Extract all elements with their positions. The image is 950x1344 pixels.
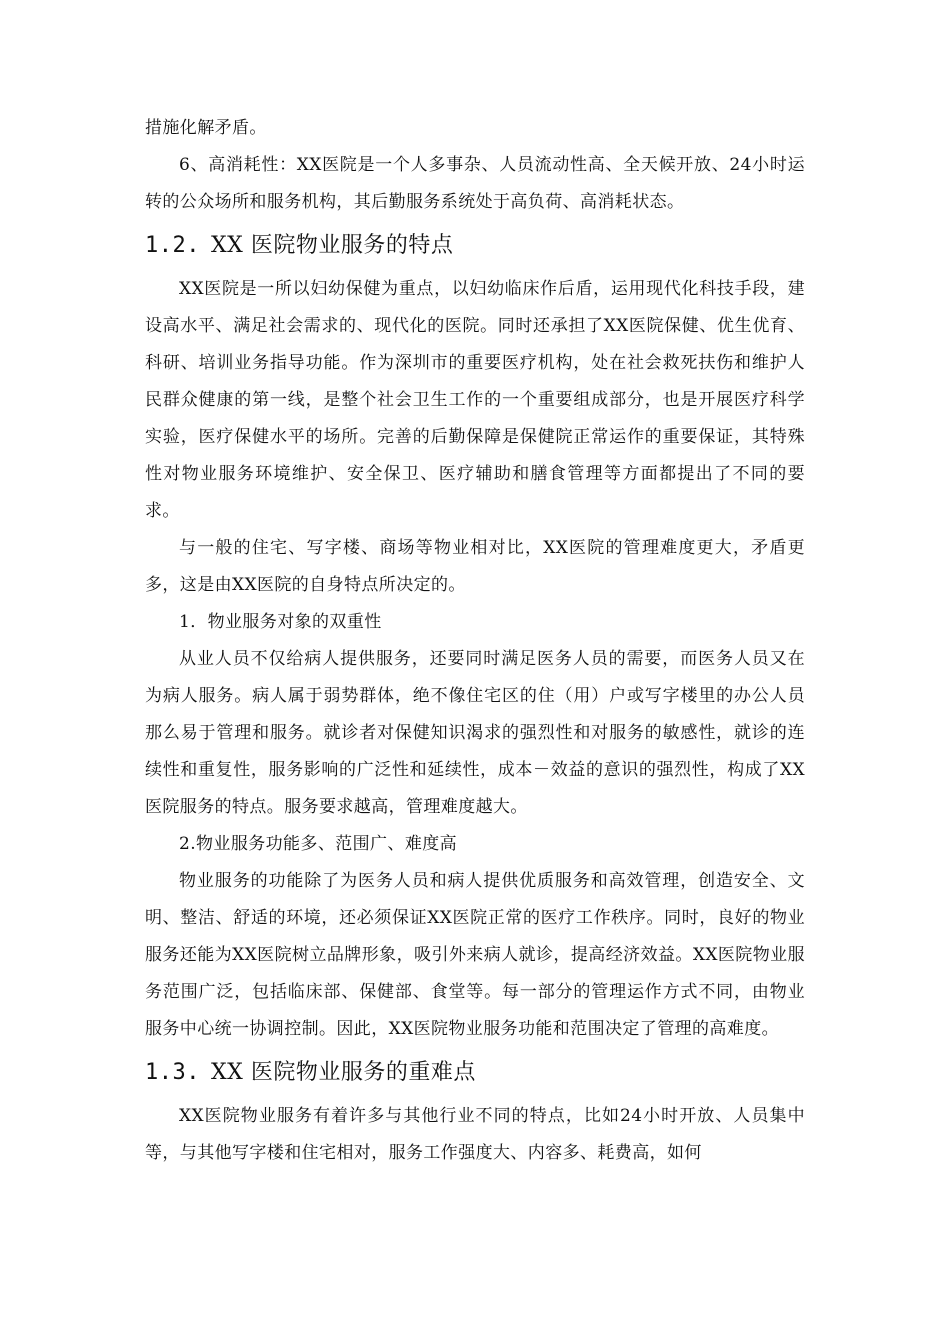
section-heading-1-2 <box>145 225 805 267</box>
paragraph-continuation: 措施化解矛盾。 <box>145 118 267 138</box>
paragraph-multi-function: 物业服务的功能除了为医务人员和病人提供优质服务和高效管理，创造安全、文明、整洁、舒适的环境，还必须保证XX医院正常的医疗工作秩序。同时，良好的物业服务还能为XX医院树立品牌形象，吸引外来病人就诊，提高经济效益。XX医院物业服务范围广泛，包括临床部、保健部、食堂等。每一部分的管理运作方式不同，由物业服务中心统一协调控制。因此，XX医院物业服务功能和范围决定了管理的高难度。 <box>145 871 805 1039</box>
section-title: XX 医院物业服务的特点 <box>211 233 454 258</box>
paragraph-hospital-intro: XX医院是一所以妇幼保健为重点，以妇幼临床作后盾，运用现代化科技手段，建设高水平、满足社会需求的、现代化的医院。同时还承担了XX医院保健、优生优育、科研、培训业务指导功能。作为深圳市的重要医疗机构，处在社会救死扶伤和维护人民群众健康的第一线，是整个社会卫生工作的一个重要组成部分，也是开展医疗科学实验，医疗保健水平的场所。完善的后勤保障是保健院正常运作的重要保证，其特殊性对物业服务环境维护、安全保卫、医疗辅助和膳食管理等方面都提出了不同的要求。 <box>145 279 805 521</box>
section-heading-1-3 <box>145 1052 805 1094</box>
section-number: 1.2. <box>145 233 200 258</box>
subheading-dual-nature: 1．物业服务对象的双重性 <box>179 612 382 632</box>
paragraph-dual-nature: 从业人员不仅给病人提供服务，还要同时满足医务人员的需要，而医务人员又在为病人服务。病人属于弱势群体，绝不像住宅区的住（用）户或写字楼里的办公人员那么易于管理和服务。就诊者对保健知识渴求的强烈性和对服务的敏感性，就诊的连续性和重复性，服务影响的广泛性和延续性，成本－效益的意识的强烈性，构成了XX医院服务的特点。服务要求越高，管理难度越大。 <box>145 649 805 817</box>
paragraph-high-consumption: 6、高消耗性：XX医院是一个人多事杂、人员流动性高、全天候开放、24小时运转的公众场所和服务机构，其后勤服务系统处于高负荷、高消耗状态。 <box>145 155 805 212</box>
paragraph-comparison: 与一般的住宅、写字楼、商场等物业相对比，XX医院的管理难度更大，矛盾更多，这是由XX医院的自身特点所决定的。 <box>145 538 805 595</box>
paragraph-key-difficulties: XX医院物业服务有着许多与其他行业不同的特点，比如24小时开放、人员集中等，与其他写字楼和住宅相对，服务工作强度大、内容多、耗费高，如何 <box>145 1106 805 1163</box>
section-number: 1.3. <box>145 1060 200 1085</box>
document-body <box>145 110 805 1172</box>
section-title: XX 医院物业服务的重难点 <box>211 1060 476 1085</box>
subheading-multi-function: 2.物业服务功能多、范围广、难度高 <box>179 834 458 854</box>
